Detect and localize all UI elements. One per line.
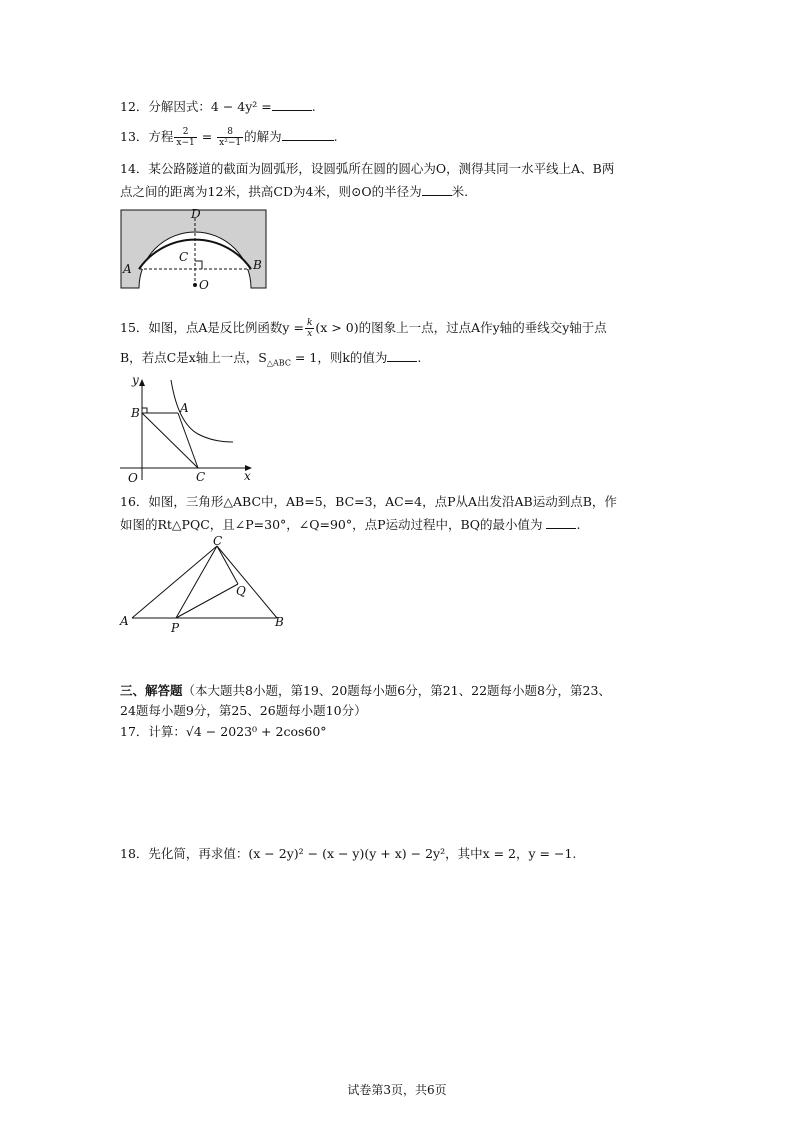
label-c: C [213,534,223,548]
question-14-line-1: 14．某公路隧道的截面为圆弧形，设圆弧所在圆的圆心为O，测得其同一水平线上A、B两 [120,161,615,176]
section-3-heading: 三、解答题（本大题共8小题，第19、20题每小题6分，第21、22题每小题8分，第23、 [120,683,611,698]
q13-fraction-2: $\frac{8}{\text{x²−1}}$ [219,127,242,148]
section-3-line-2: 24题每小题9分，第25、26题每小题10分） [120,703,367,718]
question-12: 12．分解因式：4 − 4y² = . [120,99,316,114]
question-16-line-2: 如图的Rt△PQC，且∠P=30°，∠Q=90°，点P运动过程中，BQ的最小值为 . [120,517,581,532]
label-a: A [180,401,189,415]
question-14-line-2: 点之间的距离为12米，拱高CD为4米，则⊙O的半径为 米. [120,184,469,199]
label-b: B [253,258,262,272]
label-x: x [244,469,251,483]
q12-answer-blank[interactable] [272,98,312,111]
label-b: B [131,406,140,420]
label-q: Q [236,584,246,598]
label-a: A [120,614,129,628]
label-c: C [196,470,206,484]
q12-text: 12．分解因式：4 − 4y² = [120,99,272,114]
triangle-figure [118,533,298,633]
label-o: O [128,471,138,485]
question-17: 17．计算：√4 − 2023⁰ + 2cos60° [120,724,327,739]
segment-ac [178,413,198,468]
question-13: 13．方程 $\frac{2}{x-1}$ = $\frac{8}{\text{x²−1}}$ 的解为 . [120,127,338,148]
label-a: A [123,262,132,276]
label-o: O [199,278,209,292]
page-footer: 试卷第3页，共6页 [347,1083,447,1097]
label-y: y [132,373,139,387]
segment-cb [217,546,277,618]
q13-answer-blank[interactable] [282,128,334,141]
tunnel-figure [118,206,273,294]
center-o-point [193,283,197,287]
right-angle-mark [142,408,147,413]
y-axis-arrow [139,379,145,386]
q14-answer-blank[interactable] [422,183,452,196]
label-c: C [179,250,189,264]
question-16-line-1: 16．如图，三角形△ABC中，AB=5，BC=3，AC=4，点P从A出发沿AB运动到点B，作 [120,494,617,509]
q15-fraction: $\frac{k}{x}$ [306,318,313,339]
segment-cq [217,546,238,584]
q16-answer-blank[interactable] [546,516,576,529]
question-15-line-1: 15．如图，点A是反比例函数y = $\frac{k}{x}$ (x > 0)的图象上一点，过点A作y轴的垂线交y轴于点 [120,318,607,339]
q15-answer-blank[interactable] [387,349,417,362]
segment-bc [142,413,198,468]
section-3-title: 三、解答题 [120,683,183,698]
hyperbola-figure [118,368,258,486]
label-b: B [275,615,284,629]
q13-fraction-1: $\frac{2}{x-1}$ [176,127,195,148]
label-p: P [171,621,180,633]
segment-ac [132,546,217,618]
question-18: 18．先化简，再求值：(x − 2y)² − (x − y)(y + x) − 2y²，其中x = 2，y = −1. [120,846,577,861]
label-d: D [191,207,201,221]
question-15-line-2: B，若点C是x轴上一点，$S_{\triangle ABC} = 1$，则k的值为 . [120,350,422,368]
